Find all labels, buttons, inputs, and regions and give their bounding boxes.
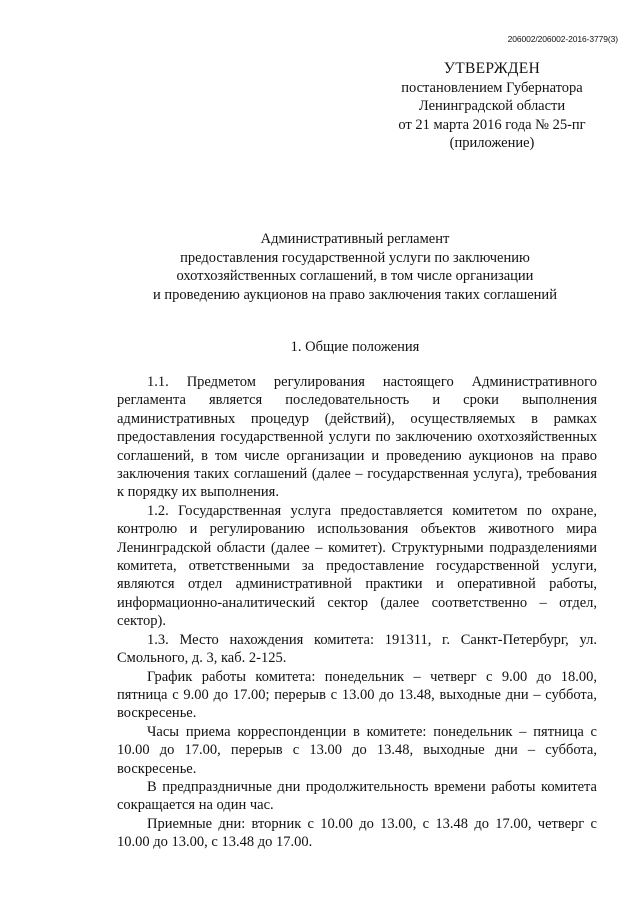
regulation-title-line-2: предоставления государственной услуги по заключению: [180, 249, 530, 266]
document-number: 206002/206002-2016-3779(3): [507, 34, 618, 44]
approval-heading: УТВЕРЖДЕН: [443, 60, 541, 77]
paragraph-work-schedule: График работы комитета: понедельник – четверг с 9.00 до 18.00, пятница с 9.00 до 17.00; перерыв с 13.00 до 13.48, выходные дни – суббота, воскресенье.: [117, 668, 597, 722]
paragraph-1-3: 1.3. Место нахождения комитета: 191311, г. Санкт-Петербург, ул. Смольного, д. 3, каб. 2-125.: [117, 631, 597, 667]
paragraph-1-2: 1.2. Государственная услуга предоставляется комитетом по охране, контролю и регулированию использования объектов животного мира Ленинградской области (далее – комитет). Структурными подразделениями комитета, ответственными за предоставление государственной услуги, являются отдел административной практики и оперативной работы, информационно-аналитический сектор (далее соответственно – отдел, сектор).: [117, 502, 597, 630]
paragraph-1-1: 1.1. Предметом регулирования настоящего Административного регламента является последовательность и сроки выполнения административных процедур (действий), осуществляемых в рамках предоставления государственной услуги по заключению охотхозяйственных соглашений, в том числе организации и проведению аукционов на право заключения таких соглашений (далее – государственная услуга), требования к порядку их выполнения.: [117, 374, 597, 501]
paragraph-preholiday: В предпраздничные дни продолжительность времени работы комитета сокращается на один час.: [117, 778, 597, 814]
section-title: 1. Общие положения: [290, 339, 420, 355]
approval-stamp: [382, 60, 602, 153]
approval-line-1: постановлением Губернатора: [401, 79, 583, 96]
regulation-title: [100, 230, 610, 304]
regulation-title-line-1: Административный регламент: [260, 231, 450, 247]
paragraph-correspondence-hours: Часы приема корреспонденции в комитете: понедельник – пятница с 10.00 до 17.00, перерыв с 13.00 до 13.48, выходные дни – суббота, воскресенье.: [117, 723, 597, 777]
paragraph-reception-days: Приемные дни: вторник с 10.00 до 13.00, с 13.48 до 17.00, четверг с 10.00 до 13.00, с 13.48 до 17.00.: [117, 815, 597, 851]
approval-line-2: Ленинградской области: [418, 98, 566, 114]
approval-line-3: от 21 марта 2016 года № 25-пг: [398, 116, 586, 133]
regulation-title-line-3: охотхозяйственных соглашений, в том числе организации: [176, 268, 534, 284]
approval-line-4: (приложение): [449, 135, 535, 151]
regulation-title-line-4: и проведению аукционов на право заключения таких соглашений: [153, 286, 557, 303]
body-text: [117, 373, 597, 852]
